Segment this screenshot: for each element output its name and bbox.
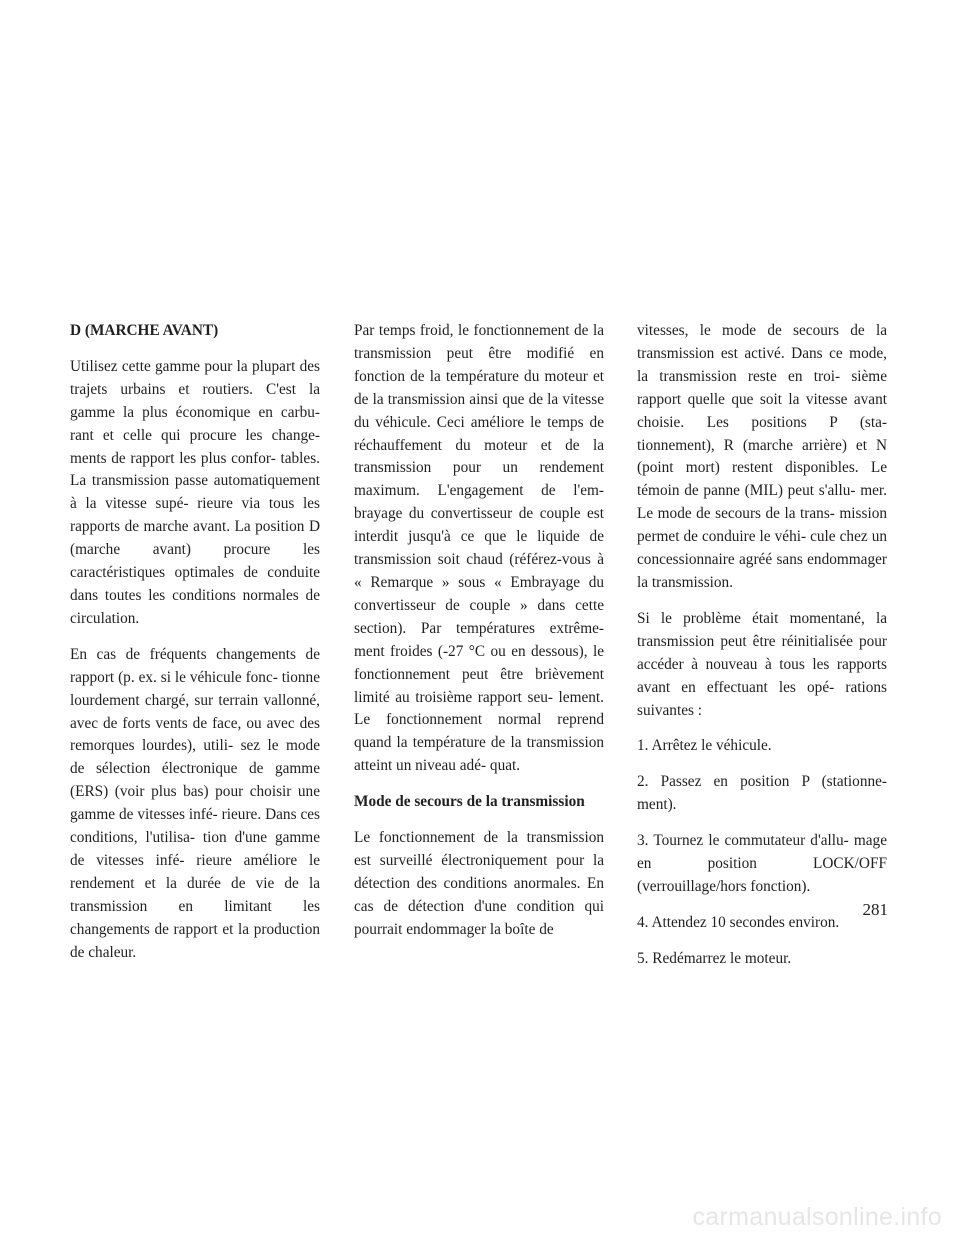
paragraph-cold-weather: Par temps froid, le fonctionnement de la transmission peut être modifié en fonction de la température du moteur et de la transmission ainsi que de la vitesse du véhicule. Ceci améliore le temps de réchauffement du moteur et de la transmission pour un rendement maximum. L'engagement de l'em- brayage du convertisseur de couple est interdit jusqu'à ce que le liquide de transmission soit chaud (référez-vous à « Remarque » sous « Embrayage du convertisseur de couple » dans cette section). Par températures extrême- ment froides (-27 °C ou en dessous), le fonctionnement peut être brièvement limité au troisième rapport seu- lement. Le fonctionnement normal reprend quand la température de la transmission atteint un niveau adé- quat. [354,322,604,775]
paragraph-drive-usage: Utilisez cette gamme pour la plupart des trajets urbains et routiers. C'est la gamme la plus économique en carbu- rant et celle qui procure les change- ments de rapport les plus confor- tables. La transmission passe automatiquement à la vitesse supé- rieure via tous les rapports de marche avant. La position D (marche avant) procure les caractéristiques optimales de conduite dans toutes les conditions normales de circulation. [70,357,320,627]
section-heading-drive: D (MARCHE AVANT) [70,322,219,339]
page-number: 281 [862,900,888,919]
paragraph-reset-procedure: Si le problème était momentané, la transmission peut être réinitialisée pour accéder à nouveau à tous les rapports avant en effectuant les opé- rations suivantes : [637,609,887,719]
paragraph-limp-mode-intro: Le fonctionnement de la transmission est surveillé électroniquement pour la détection des conditions anormales. En cas de détection d'une condition qui pourrait endommager la boîte de [354,829,604,938]
watermark-text: carmanualsonline.info [692,1203,942,1231]
step-3: 3. Tournez le commutateur d'allu- mage en position LOCK/OFF (verrouillage/hors fonction). [637,832,887,895]
section-heading-limp-mode: Mode de secours de la transmission [354,793,585,811]
paragraph-limp-mode-continued: vitesses, le mode de secours de la transmission est activé. Dans ce mode, la transmission reste en troi- sième rapport quelle que soit la vitesse avant choisie. Les positions P (sta- tionnement), R (marche arrière) et N (point mort) restent disponibles. Le témoin de panne (MIL) peut s'allu- mer. Le mode de secours de la trans- mission permet de conduire le véhi- cule chez un concessionnaire agréé sans endommager la transmission. [637,322,887,591]
step-5: 5. Redémarrez le moteur. [637,949,792,967]
paragraph-frequent-shifts: En cas de fréquents changements de rapport (p. ex. si le véhicule fonc- tionne lourdement chargé, sur terrain vallonné, avec de forts vents de face, ou avec des remorques lourdes), utili- sez le mode de sélection électronique de gamme (ERS) (voir plus bas) pour choisir une gamme de vitesses infé- rieure. Dans ces conditions, l'utilisa- tion d'une gamme de vitesses infé- rieure améliore le rendement et la durée de vie de la transmission en limitant les changements de rapport et la production de chaleur. [70,645,320,961]
column-1 [70,320,320,977]
step-4: 4. Attendez 10 secondes environ. [637,913,840,931]
step-2: 2. Passez en position P (stationne- ment). [637,773,887,814]
step-1: 1. Arrêtez le véhicule. [637,737,772,755]
column-2 [354,320,604,955]
column-3 [637,320,887,984]
